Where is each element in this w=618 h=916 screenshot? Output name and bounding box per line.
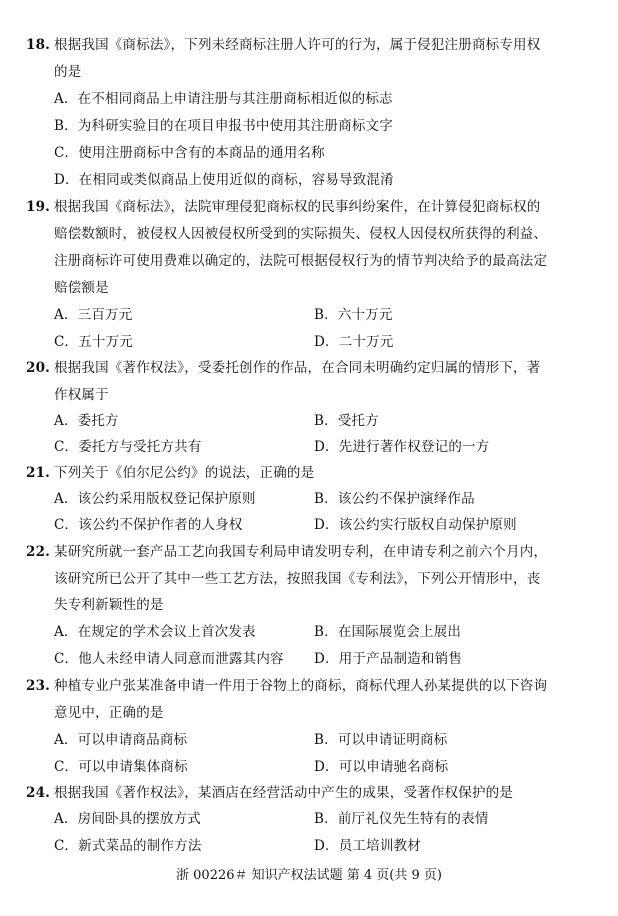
option-d: D．用于产品制造和销售 [314, 651, 463, 667]
question-text: 作权属于 [54, 387, 109, 403]
option-a: A．可以申请商品商标 [54, 732, 188, 748]
question-text: 某研究所就一套产品工艺向我国专利局申请发明专利，在申请专利之前六个月内， [54, 544, 548, 560]
question-text: 下列关于《伯尔尼公约》的说法，正确的是 [54, 465, 315, 481]
question-text: 该研究所已公开了其中一些工艺方法，按照我国《专利法》，下列公开情形中，丧 [54, 571, 541, 587]
option-b: B．受托方 [314, 413, 379, 429]
question-number: 22. [26, 544, 51, 560]
option-a: A．在规定的学术会议上首次发表 [54, 624, 256, 640]
question-number: 18. [26, 37, 51, 53]
question-number: 23. [26, 678, 51, 694]
question-text: 失专利新颖性的是 [54, 597, 164, 613]
question-text: 注册商标许可使用费难以确定的，法院可根据侵权行为的情节判决给予的最高法定 [54, 253, 548, 269]
question-text: 种植专业户张某准备申请一件用于谷物上的商标，商标代理人孙某提供的以下咨询 [54, 678, 548, 694]
option-d: D．在相同或类似商品上使用近似的商标，容易导致混淆 [54, 172, 394, 188]
option-d: D．该公约实行版权自动保护原则 [314, 517, 517, 533]
question-text: 意见中，正确的是 [54, 705, 164, 721]
option-b: B．在国际展览会上展出 [314, 624, 462, 640]
option-d: D．先进行著作权登记的一方 [314, 439, 490, 455]
option-a: A．房间卧具的摆放方式 [54, 811, 201, 827]
question-text: 根据我国《商标法》，法院审理侵犯商标权的民事纠纷案件，在计算侵犯商标权的 [54, 199, 541, 215]
question-text: 赔偿数额时，被侵权人因被侵权所受到的实际损失、侵权人因侵权所获得的利益、 [54, 226, 548, 242]
option-a: A．该公约采用版权登记保护原则 [54, 491, 256, 507]
option-b: B．可以申请证明商标 [314, 732, 448, 748]
question-text: 的是 [54, 64, 82, 80]
question-text: 根据我国《著作权法》，某酒店在经营活动中产生的成果，受著作权保护的是 [54, 785, 514, 801]
option-a: A．三百万元 [54, 307, 133, 323]
question-number: 20. [26, 360, 51, 376]
option-c: C．该公约不保护作者的人身权 [54, 517, 243, 533]
option-b: B．六十万元 [314, 307, 393, 323]
option-c: C．可以申请集体商标 [54, 759, 188, 775]
question-number: 19. [26, 199, 51, 215]
option-c: C．使用注册商标中含有的本商品的通用名称 [54, 145, 325, 161]
option-d: D．二十万元 [314, 334, 394, 350]
option-c: C．委托方与受托方共有 [54, 439, 202, 455]
page-footer: 浙 00226＃ 知识产权法试题 第 4 页(共 9 页) [176, 868, 442, 883]
option-a: A．在不相同商品上申请注册与其注册商标相近似的标志 [54, 91, 393, 107]
option-b: B．为科研实验目的在项目申报书中使用其注册商标文字 [54, 118, 393, 134]
option-a: A．委托方 [54, 413, 119, 429]
option-b: B．该公约不保护演绎作品 [314, 491, 475, 507]
question-text: 赔偿额是 [54, 280, 109, 296]
option-b: B．前厅礼仪先生特有的表情 [314, 811, 489, 827]
question-number: 21. [26, 465, 51, 481]
option-d: D．员工培训教材 [314, 838, 421, 854]
question-text: 根据我国《商标法》，下列未经商标注册人许可的行为，属于侵犯注册商标专用权 [54, 37, 541, 53]
question-number: 24. [26, 785, 51, 801]
question-text: 根据我国《著作权法》，受委托创作的作品，在合同未明确约定归属的情形下，著 [54, 360, 541, 376]
option-c: C．五十万元 [54, 334, 134, 350]
option-c: C．新式菜品的制作方法 [54, 838, 202, 854]
option-d: D．可以申请驰名商标 [314, 759, 449, 775]
option-c: C．他人未经申请人同意而泄露其内容 [54, 651, 284, 667]
